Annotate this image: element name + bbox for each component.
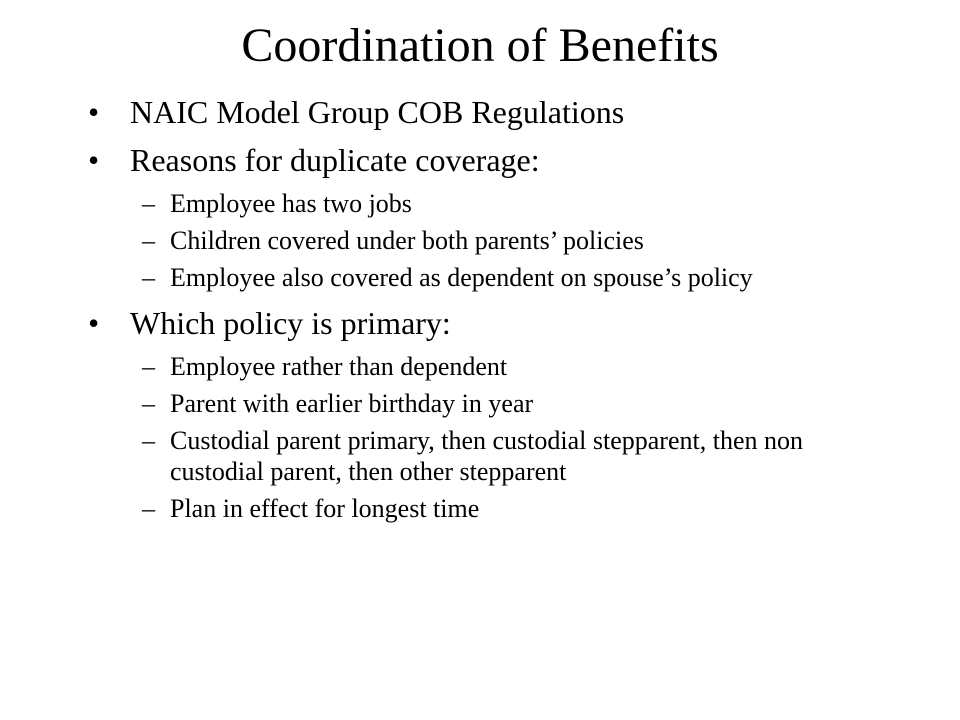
sub-item-text: Parent with earlier birthday in year — [170, 389, 534, 418]
sub-item — [88, 188, 870, 219]
sub-item-text: Employee also covered as dependent on spouse’s policy — [170, 263, 753, 292]
bullet-item — [88, 140, 908, 180]
bullet-marker: • — [88, 142, 100, 178]
sub-item — [88, 493, 870, 524]
bullet-text: Which policy is primary: — [130, 305, 451, 341]
sub-item — [88, 388, 870, 419]
dash-marker: – — [142, 352, 155, 381]
sub-item-text: Custodial parent primary, then custodial stepparent, then non custodial parent, then other stepparent — [170, 426, 803, 486]
dash-marker: – — [142, 189, 155, 218]
sub-item-text: Employee has two jobs — [170, 189, 412, 218]
dash-marker: – — [142, 494, 155, 523]
bullet-text: NAIC Model Group COB Regulations — [130, 94, 625, 130]
sub-list — [88, 351, 908, 524]
bullet-item — [88, 92, 908, 132]
sub-item — [88, 351, 870, 382]
sub-item-text: Children covered under both parents’ policies — [170, 226, 644, 255]
sub-list — [88, 188, 908, 293]
bullet-item — [88, 303, 908, 343]
dash-marker: – — [142, 389, 155, 418]
slide-body — [88, 92, 908, 534]
bullet-text: Reasons for duplicate coverage: — [130, 142, 540, 178]
sub-item — [88, 262, 870, 293]
dash-marker: – — [142, 226, 155, 255]
bullet-marker: • — [88, 94, 100, 130]
slide-title: Coordination of Benefits — [241, 19, 719, 72]
sub-item — [88, 225, 870, 256]
sub-item-text: Plan in effect for longest time — [170, 494, 480, 523]
dash-marker: – — [142, 426, 155, 455]
bullet-marker: • — [88, 305, 100, 341]
sub-item-text: Employee rather than dependent — [170, 352, 508, 381]
sub-item — [88, 425, 870, 487]
dash-marker: – — [142, 263, 155, 292]
